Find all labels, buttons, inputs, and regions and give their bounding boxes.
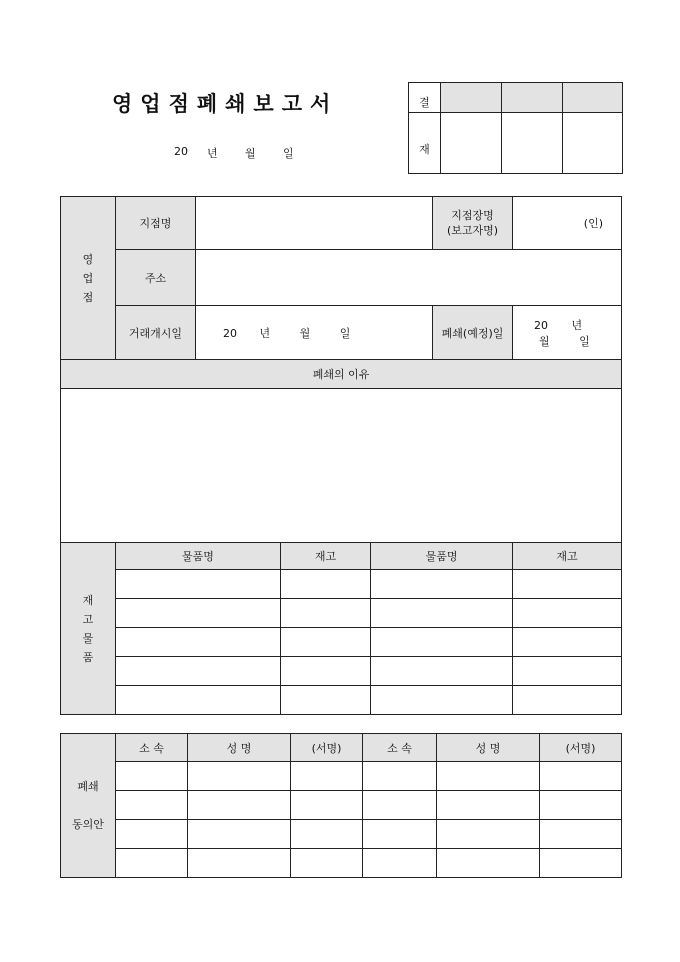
consent-cell[interactable] (437, 791, 540, 820)
manager-label-line: 지점장명 (451, 209, 494, 222)
manager-name-field[interactable] (513, 197, 622, 250)
start-date-field[interactable] (196, 306, 433, 360)
consent-cell[interactable] (291, 791, 363, 820)
inventory-stock-cell[interactable] (513, 570, 622, 599)
consent-cell[interactable] (437, 762, 540, 791)
inventory-stock-cell[interactable] (513, 599, 622, 628)
branch-report-table (60, 196, 622, 715)
consent-cell[interactable] (291, 849, 363, 878)
approval-sign-cell[interactable] (563, 113, 623, 174)
date-month-unit: 월 (245, 147, 256, 160)
approval-sign-cell[interactable] (502, 113, 563, 174)
consent-col-affiliation-2: 소 속 (363, 734, 437, 762)
consent-cell[interactable] (116, 791, 188, 820)
consent-cell[interactable] (540, 762, 622, 791)
consent-row (61, 762, 622, 791)
approval-label-cell (409, 83, 441, 113)
consent-cell[interactable] (116, 762, 188, 791)
inventory-row (61, 657, 622, 686)
consent-cell[interactable] (540, 791, 622, 820)
approval-box (408, 82, 623, 174)
approval-label-cell-2 (409, 113, 441, 174)
inventory-item-cell[interactable] (116, 628, 281, 657)
inventory-item-cell[interactable] (116, 657, 281, 686)
consent-cell[interactable] (188, 849, 291, 878)
inventory-col-item: 물품명 (116, 543, 281, 570)
consent-col-signature: (서명) (291, 734, 363, 762)
inventory-row (61, 628, 622, 657)
inventory-row (61, 686, 622, 715)
start-year: 20 (223, 326, 237, 340)
inventory-col-stock: 재고 (281, 543, 371, 570)
manager-label-line: (보고자명) (446, 224, 499, 237)
consent-cell[interactable] (540, 849, 622, 878)
consent-cell[interactable] (188, 762, 291, 791)
consent-col-signature-2: (서명) (540, 734, 622, 762)
close-year: 20 (534, 318, 549, 332)
consent-col-name-2: 성 명 (437, 734, 540, 762)
inventory-stock-cell[interactable] (281, 570, 371, 599)
consent-label-line: 동의안 (72, 818, 104, 831)
inventory-stock-cell[interactable] (513, 657, 622, 686)
inventory-stock-cell[interactable] (281, 657, 371, 686)
consent-cell[interactable] (540, 820, 622, 849)
approval-label-1: 결 (419, 96, 430, 109)
approval-title-cell (441, 83, 502, 113)
consent-col-affiliation: 소 속 (116, 734, 188, 762)
inventory-section-label (61, 543, 116, 715)
consent-cell[interactable] (291, 762, 363, 791)
inventory-row (61, 570, 622, 599)
consent-row (61, 820, 622, 849)
approval-sign-cell[interactable] (441, 113, 502, 174)
inventory-item-cell[interactable] (371, 628, 513, 657)
reason-header: 폐쇄의 이유 (61, 360, 622, 389)
consent-cell[interactable] (363, 791, 437, 820)
consent-col-name: 성 명 (188, 734, 291, 762)
approval-label-2: 재 (419, 143, 430, 156)
manager-name-label (433, 197, 513, 250)
inventory-col-stock-2: 재고 (513, 543, 622, 570)
branch-name-field[interactable] (196, 197, 433, 250)
close-date-label: 폐쇄(예정)일 (433, 306, 513, 360)
date-day-unit: 일 (283, 147, 294, 160)
consent-row (61, 849, 622, 878)
inventory-item-cell[interactable] (371, 599, 513, 628)
approval-title-cell (502, 83, 563, 113)
inventory-stock-cell[interactable] (281, 628, 371, 657)
branch-name-label: 지점명 (116, 197, 196, 250)
inventory-item-cell[interactable] (371, 657, 513, 686)
branch-section-char: 업 (82, 271, 94, 285)
inventory-item-cell[interactable] (371, 570, 513, 599)
close-month-unit: 월 (539, 334, 550, 348)
inventory-item-cell[interactable] (116, 599, 281, 628)
start-month-unit: 월 (299, 326, 311, 340)
close-date-field[interactable] (513, 306, 622, 360)
consent-cell[interactable] (291, 820, 363, 849)
branch-section-label (61, 197, 116, 360)
inventory-section-char: 고 (82, 612, 94, 626)
consent-cell[interactable] (188, 820, 291, 849)
consent-table (60, 733, 622, 878)
seal-label: (인) (583, 217, 604, 230)
address-field[interactable] (196, 250, 622, 306)
inventory-stock-cell[interactable] (513, 686, 622, 715)
address-label: 주소 (116, 250, 196, 306)
consent-cell[interactable] (363, 820, 437, 849)
start-year-unit: 년 (259, 326, 271, 340)
consent-cell[interactable] (188, 791, 291, 820)
start-day-unit: 일 (339, 326, 351, 340)
branch-section-char: 점 (82, 290, 94, 304)
close-year-unit: 년 (571, 318, 583, 332)
inventory-item-cell[interactable] (371, 686, 513, 715)
consent-cell[interactable] (437, 849, 540, 878)
date-year-unit: 년 (207, 147, 218, 160)
reason-field[interactable] (61, 389, 622, 543)
approval-title-cell (563, 83, 623, 113)
consent-label-line: 폐쇄 (77, 780, 99, 793)
inventory-row (61, 599, 622, 628)
branch-section-char: 영 (82, 252, 94, 266)
consent-cell[interactable] (363, 849, 437, 878)
inventory-section-char: 재 (82, 593, 94, 607)
consent-cell[interactable] (437, 820, 540, 849)
inventory-item-cell[interactable] (116, 686, 281, 715)
inventory-col-item-2: 물품명 (371, 543, 513, 570)
close-day-unit: 일 (579, 334, 590, 348)
inventory-section-char: 품 (82, 650, 94, 664)
consent-cell[interactable] (116, 820, 188, 849)
inventory-section-char: 물 (82, 631, 94, 645)
start-date-label: 거래개시일 (116, 306, 196, 360)
consent-row (61, 791, 622, 820)
page-title: 영업점폐쇄보고서 (112, 91, 339, 116)
consent-section-label (61, 734, 116, 878)
date-year: 20 (174, 145, 188, 158)
inventory-stock-cell[interactable] (281, 599, 371, 628)
inventory-stock-cell[interactable] (281, 686, 371, 715)
inventory-item-cell[interactable] (116, 570, 281, 599)
consent-cell[interactable] (363, 762, 437, 791)
consent-cell[interactable] (116, 849, 188, 878)
inventory-stock-cell[interactable] (513, 628, 622, 657)
